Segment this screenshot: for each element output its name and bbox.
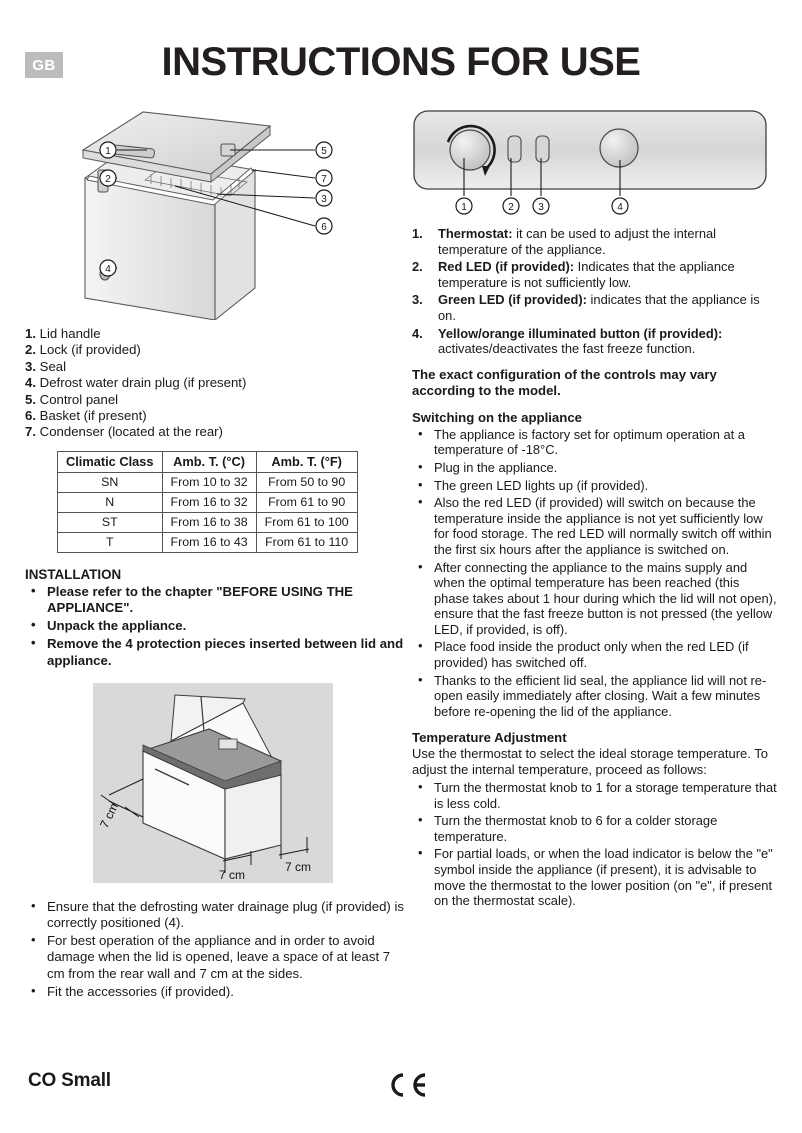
list-item: • The green LED lights up (if provided). (412, 478, 777, 494)
part-label: Seal (39, 358, 67, 374)
svg-text:7 cm: 7 cm (285, 859, 312, 874)
list-item: • Unpack the appliance. (25, 618, 405, 634)
list-item (25, 408, 405, 424)
locale-badge: GB (25, 52, 63, 78)
control-term: Yellow/orange illuminated button (if provided): (438, 325, 723, 341)
cell-class: T (58, 532, 163, 552)
list-item (25, 359, 405, 375)
control-index: 1. (412, 226, 423, 241)
control-text: indicates that the appliance is on. (438, 292, 760, 323)
table-row (58, 532, 358, 552)
table-row (58, 472, 358, 492)
column-header-class: Climatic Class (58, 451, 163, 472)
list-item (412, 292, 777, 323)
list-item (412, 326, 777, 357)
list-item: • The appliance is factory set for optimum operation at a temperature of -18°C. (412, 427, 777, 458)
control-index: 3. (412, 292, 423, 308)
switching-on-heading: Switching on the appliance (412, 409, 582, 425)
list-item: • For partial loads, or when the load indicator is below the "e" symbol inside the appliance (if present), it is advisable to move the thermostat to the lower position (on "e", if present on the thermostat scale). (412, 846, 777, 908)
control-panel-diagram (412, 108, 777, 220)
svg-text:1: 1 (461, 202, 467, 213)
list-item (25, 392, 405, 408)
list-item (412, 259, 777, 290)
svg-text:4: 4 (105, 264, 111, 275)
list-item (412, 226, 777, 257)
svg-text:7 cm: 7 cm (219, 867, 246, 882)
control-term: Thermostat: (438, 226, 513, 241)
page-title: INSTRUCTIONS FOR USE (161, 40, 641, 84)
list-item: • Thanks to the efficient lid seal, the appliance lid will not re-open easily immediately after closing. Wait a few minutes before re-opening the lid of the appliance. (412, 673, 777, 720)
parts-list (25, 326, 405, 441)
svg-text:3: 3 (538, 202, 544, 213)
climatic-class-table (57, 451, 358, 553)
switching-on-bullets (412, 427, 777, 720)
ce-mark-icon (385, 1072, 429, 1103)
cell-class: SN (58, 472, 163, 492)
cell-class: N (58, 492, 163, 512)
part-number: 6. (25, 408, 36, 424)
control-text: activates/deactivates the fast freeze function. (438, 341, 696, 357)
temperature-adjustment-intro: Use the thermostat to select the ideal storage temperature. To adjust the internal temperature, proceed as follows: (412, 746, 769, 778)
svg-text:6: 6 (321, 222, 327, 233)
list-item: • Plug in the appliance. (412, 460, 777, 476)
table-row (58, 492, 358, 512)
installation-clearance-diagram (93, 683, 333, 883)
table-header-row (58, 451, 358, 472)
svg-text:4: 4 (617, 202, 623, 213)
cell-fahrenheit: From 50 to 90 (256, 472, 357, 492)
list-item: • Fit the accessories (if provided). (25, 984, 405, 1000)
list-item: • After connecting the appliance to the mains supply and when the optimal temperature has been reached (this phase takes about 1 hour during which the lid will not open), ensure that the fast freeze button is not pressed (the yellow LED, if provided, is off). (412, 560, 777, 638)
control-index: 4. (412, 325, 423, 341)
control-term: Green LED (if provided): (438, 292, 587, 308)
svg-text:7 cm: 7 cm (97, 800, 122, 831)
part-label: Lock (if provided) (39, 342, 141, 358)
chest-freezer-diagram (25, 108, 405, 320)
list-item: • Also the red LED (if provided) will switch on because the temperature inside the appliance is not yet sufficiently low for food storage. The red LED will normally switch off within the first six hours after the appliance is switched on. (412, 495, 777, 557)
list-item: • Turn the thermostat knob to 6 for a colder storage temperature. (412, 813, 777, 844)
part-number: 4. (25, 375, 36, 391)
svg-text:3: 3 (321, 194, 327, 205)
part-label: Basket (if present) (39, 408, 147, 424)
list-item: • Ensure that the defrosting water drainage plug (if provided) is correctly positioned (4). (25, 899, 405, 931)
cell-fahrenheit: From 61 to 110 (256, 532, 357, 552)
list-item: • Place food inside the product only when the red LED (if provided) has switched off. (412, 639, 777, 670)
list-item: • Turn the thermostat knob to 1 for a storage temperature that is less cold. (412, 780, 777, 811)
list-item: • Please refer to the chapter "BEFORE USING THE APPLIANCE". (25, 584, 405, 616)
control-term: Red LED (if provided): (438, 259, 575, 275)
list-item: • Remove the 4 protection pieces inserted between lid and appliance. (25, 636, 405, 668)
cell-fahrenheit: From 61 to 100 (256, 512, 357, 532)
model-name: CO Small (28, 1070, 111, 1091)
column-header-celsius: Amb. T. (°C) (162, 451, 256, 472)
cell-celsius: From 16 to 38 (162, 512, 256, 532)
control-text: Indicates that the appliance temperature is not sufficiently low. (438, 259, 735, 290)
part-label: Condenser (located at the rear) (39, 424, 223, 440)
list-item (25, 424, 405, 440)
svg-text:1: 1 (105, 146, 111, 157)
svg-text:2: 2 (105, 174, 111, 185)
part-label: Control panel (39, 391, 119, 407)
svg-text:7: 7 (321, 174, 327, 185)
part-label: Lid handle (39, 326, 101, 341)
cell-class: ST (58, 512, 163, 532)
part-label: Defrost water drain plug (if present) (39, 375, 247, 391)
installation-heading: INSTALLATION (25, 566, 122, 582)
table-row (58, 512, 358, 532)
part-number: 2. (25, 342, 36, 358)
part-number: 5. (25, 391, 36, 407)
left-column (25, 108, 405, 1000)
svg-text:5: 5 (321, 146, 327, 157)
cell-celsius: From 10 to 32 (162, 472, 256, 492)
part-number: 1. (25, 326, 36, 341)
right-column (412, 108, 777, 909)
controls-description-list (412, 226, 777, 357)
installation-bullets (25, 584, 405, 669)
cell-celsius: From 16 to 32 (162, 492, 256, 512)
cell-celsius: From 16 to 43 (162, 532, 256, 552)
column-header-fahrenheit: Amb. T. (°F) (256, 451, 357, 472)
list-item (25, 342, 405, 358)
list-item: • For best operation of the appliance and in order to avoid damage when the lid is opened, leave a space of at least 7 cm from the rear wall and 7 cm at the sides. (25, 933, 405, 982)
list-item (25, 326, 405, 342)
list-item (25, 375, 405, 391)
temperature-adjustment-heading: Temperature Adjustment (412, 730, 567, 746)
part-number: 7. (25, 424, 36, 440)
part-number: 3. (25, 358, 36, 374)
control-index: 2. (412, 259, 423, 275)
installation-notes (25, 899, 405, 1000)
cell-fahrenheit: From 61 to 90 (256, 492, 357, 512)
control-text: it can be used to adjust the internal temperature of the appliance. (438, 226, 717, 257)
svg-text:2: 2 (508, 202, 514, 213)
configuration-note: The exact configuration of the controls may vary according to the model. (412, 366, 717, 398)
temperature-adjustment-bullets (412, 780, 777, 909)
